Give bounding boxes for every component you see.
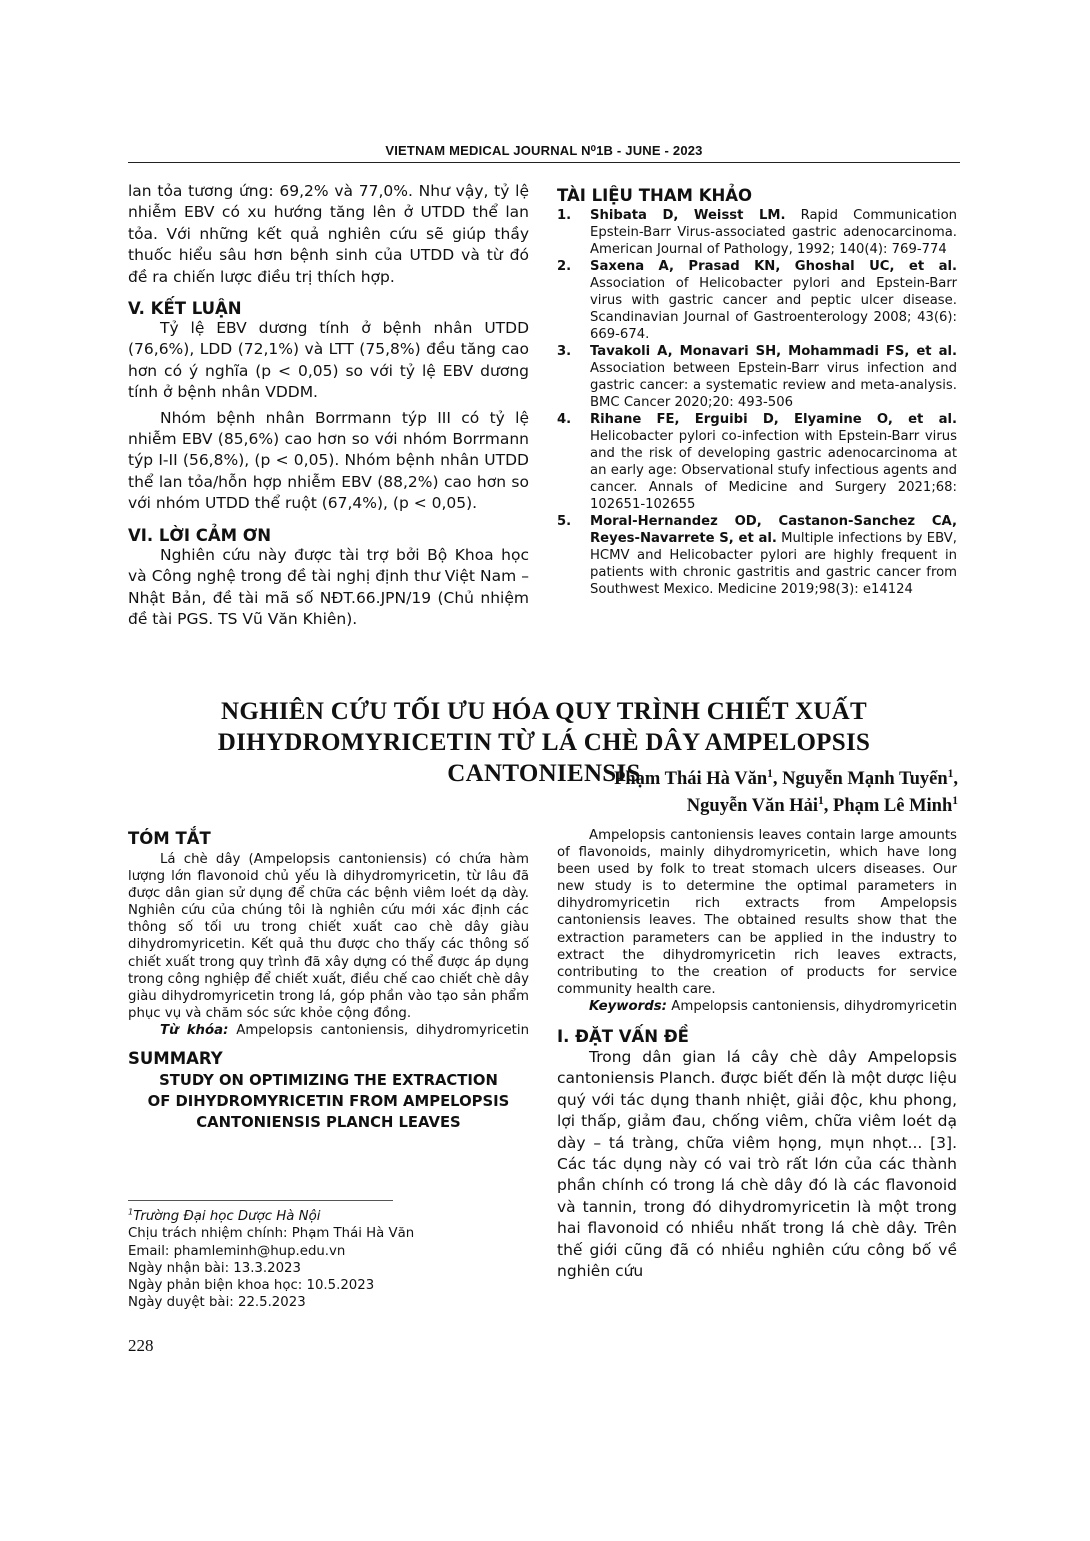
reference-authors: Tavakoli A, Monavari SH, Mohammadi FS, et al. bbox=[590, 344, 957, 359]
keywords-english bbox=[557, 998, 957, 1015]
references-section bbox=[557, 186, 957, 598]
left-column-abstract bbox=[128, 829, 529, 1133]
reference-authors: Shibata D, Weisst LM. bbox=[590, 208, 786, 223]
keywords-label: Từ khóa: bbox=[160, 1022, 229, 1038]
reference-text: Helicobacter pylori co-infection with Epstein-Barr virus and the risk of developing gastric adenocarcinoma at an early age: Observational stufy infectious agents and cancer. Annals of Medicine and Surgery 2021;68: 102651-102655 bbox=[590, 429, 957, 512]
reference-number: 5. bbox=[557, 514, 572, 529]
reference-item bbox=[557, 411, 957, 513]
summary-heading: SUMMARY bbox=[128, 1049, 223, 1069]
summary-title-line-3: CANTONIENSIS PLANCH LEAVES bbox=[196, 1114, 461, 1132]
author-separator: , bbox=[823, 796, 834, 816]
reference-number: 2. bbox=[557, 259, 572, 274]
email: Email: phamleminh@hup.edu.vn bbox=[128, 1243, 346, 1259]
author-name: Nguyễn Mạnh Tuyển bbox=[782, 769, 948, 789]
received-date: Ngày nhận bài: 13.3.2023 bbox=[128, 1260, 301, 1276]
affiliation-mark: 1 bbox=[128, 1206, 134, 1217]
summary-title-line-2: OF DIHYDROMYRICETIN FROM AMPELOPSIS bbox=[147, 1093, 510, 1111]
author-affiliation-mark: 1 bbox=[818, 794, 824, 807]
author-name: Nguyễn Văn Hải bbox=[686, 796, 819, 816]
running-header: VIETNAM MEDICAL JOURNAL N⁰1B - JUNE - 2023 bbox=[385, 143, 703, 158]
article-title-line-1: NGHIÊN CỨU TỐI ƯU HÓA QUY TRÌNH CHIẾT XUẤT bbox=[220, 698, 868, 725]
article-title-line-2: DIHYDROMYRICETIN TỪ LÁ CHÈ DÂY AMPELOPSIS CANTONIENSIS bbox=[217, 729, 871, 787]
footnote-rule bbox=[128, 1200, 393, 1201]
reference-number: 1. bbox=[557, 208, 572, 223]
reference-text: Association of Helicobacter pylori and Epstein-Barr virus with gastric cancer and peptic ulcer disease. Scandinavian Journal of Gastroenterology 2008; 43(6): 669-674. bbox=[590, 276, 957, 342]
conclusion-heading: V. KẾT LUẬN bbox=[128, 299, 242, 319]
reference-text: Rapid Communication Epstein-Barr Virus-associated gastric adenocarcinoma. American Journal of Pathology, 1992; 140(4): 769-774 bbox=[590, 208, 958, 257]
affiliation-text: Trường Đại học Dược Hà Nội bbox=[133, 1209, 321, 1224]
reference-number: 3. bbox=[557, 344, 572, 359]
reference-authors: Moral-Hernandez OD, Castanon-Sanchez CA, Reyes-Navarrete S, et al. bbox=[590, 514, 957, 546]
left-column-top bbox=[128, 181, 529, 630]
reference-number: 4. bbox=[557, 412, 572, 427]
keywords-value: Ampelopsis cantoniensis, dihydromyricetin bbox=[236, 1022, 529, 1038]
intro-heading: I. ĐẶT VẤN ĐỀ bbox=[557, 1027, 689, 1047]
abstract-english: Ampelopsis cantoniensis leaves contain large amounts of flavonoids, mainly dihydromyricetin, which have long been used by folk to treat stomach ulcers diseases. Our new study is to determine the optimal parameters in dihydromyricetin rich extracts from Ampelopsis cantoniensis leaves. The obtained results show that the extraction parameters can be applied in the industry to extract the dihydromyricetin rich leaves extracts, contributing to the creation of products for service community health care. bbox=[557, 828, 957, 997]
abstract-vietnamese: Lá chè dây (Ampelopsis cantoniensis) có chứa hàm lượng lớn flavonoid chủ yếu là dihydromyricetin, từ lâu đã được dân gian sử dụng để chữa các bệnh viêm loét dạ dày. Nghiên cứu của chúng tôi là nghiên cứu mới xác định các thông số tối ưu trong chiết xuất cao chè dây giàu dihydromyricetin. Kết quả thu được cho thấy các thông số chiết xuất trong quy trình đã xây dựng có thể được áp dụng trong công nghiệp để chiết xuất, điều chế cao chiết chè dây giàu dihydromyricetin trong lá, góp phần vào tạo sản phẩm phục vụ và chăm sóc sức khỏe cộng đồng. bbox=[128, 852, 529, 1021]
keywords-value: Ampelopsis cantoniensis, dihydromyricetin bbox=[671, 998, 957, 1014]
conclusion-paragraph-2: Nhóm bệnh nhân Borrmann týp III có tỷ lệ nhiễm EBV (85,6%) cao hơn so với nhóm Borrmann týp I-II (56,8%), (p < 0,05). Nhóm bệnh nhân UTDD thể lan tỏa/hỗn hợp nhiễm EBV (88,2%) cao hơn so với nhóm UTDD thể ruột (67,4%), (p < 0,05). bbox=[128, 408, 529, 513]
continued-paragraph: lan tỏa tương ứng: 69,2% và 77,0%. Như vậy, tỷ lệ nhiễm EBV có xu hướng tăng lên ở UTDD thể lan tỏa. Với những kết quả nghiên cứu sẽ giúp thầy thuốc hiểu sâu hơn bệnh sinh của UTDD và từ đó đề ra chiến lược điều trị thích hợp. bbox=[128, 182, 529, 286]
reference-text: Association between Epstein-Barr virus infection and gastric cancer: a systematic review and meta-analysis. BMC Cancer 2020;20: 493-506 bbox=[590, 361, 957, 410]
summary-title-line-1: STUDY ON OPTIMIZING THE EXTRACTION bbox=[159, 1072, 498, 1090]
reviewed-date: Ngày phản biện khoa học: 10.5.2023 bbox=[128, 1278, 375, 1294]
reference-item bbox=[557, 258, 957, 343]
reference-authors: Rihane FE, Erguibi D, Elyamine O, et al. bbox=[590, 412, 957, 427]
affiliation bbox=[128, 1208, 528, 1225]
author-affiliation-mark: 1 bbox=[767, 767, 773, 780]
author-separator: , bbox=[772, 769, 783, 789]
thanks-heading: VI. LỜI CẢM ƠN bbox=[128, 525, 271, 545]
right-column bbox=[557, 827, 957, 1283]
reference-item bbox=[557, 513, 957, 598]
author-list bbox=[500, 766, 958, 820]
page-number: 228 bbox=[128, 1336, 154, 1355]
footnote bbox=[128, 1208, 528, 1312]
author-affiliation-mark: 1 bbox=[952, 794, 958, 807]
author-name: Phạm Thái Hà Văn bbox=[614, 769, 768, 789]
header-rule bbox=[128, 162, 960, 163]
abstract-heading: TÓM TẮT bbox=[128, 829, 211, 848]
keywords-label: Keywords: bbox=[589, 998, 667, 1014]
reference-authors: Saxena A, Prasad KN, Ghoshal UC, et al. bbox=[590, 259, 957, 274]
author-separator: , bbox=[953, 769, 958, 789]
author-name: Phạm Lê Minh bbox=[833, 796, 953, 816]
references-heading: TÀI LIỆU THAM KHẢO bbox=[557, 186, 753, 205]
reference-text: Multiple infections by EBV, HCMV and Helicobacter pylori are highly frequent in patients with chronic gastritis and gastric cancer from Southwest Mexico. Medicine 2019;98(3): e14124 bbox=[590, 531, 957, 597]
corresponding-author: Chịu trách nhiệm chính: Phạm Thái Hà Văn bbox=[128, 1226, 415, 1242]
author-affiliation-mark: 1 bbox=[947, 767, 954, 780]
conclusion-paragraph-1: Tỷ lệ EBV dương tính ở bệnh nhân UTDD (76,6%), LDD (72,1%) và LTT (75,8%) đều tăng cao hơn có ý nghĩa (p < 0,05) so với tỷ lệ EBV dương tính ở bệnh nhân VDDM. bbox=[128, 319, 529, 402]
reference-item bbox=[557, 343, 957, 411]
thanks-paragraph: Nghiên cứu này được tài trợ bởi Bộ Khoa học và Công nghệ trong đề tài nghị định thư Việt Nam – Nhật Bản, đề tài mã số NĐT.66.JPN/19 (Chủ nhiệm đề tài PGS. TS Vũ Văn Khiên). bbox=[128, 545, 529, 628]
intro-paragraph: Trong dân gian lá cây chè dây Ampelopsis cantoniensis Planch. được biết đến là một dược liệu quý với tác dụng thanh nhiệt, giải độc, khu phong, lợi thấp, giảm đau, chống viêm, chữa viêm loét dạ dày – tá tràng, chữa viêm họng, mụn nhọt... [3]. Các tác dụng này có vai trò rất lớn của các thành phần chính có trong lá chè dây đó là các flavonoid và tannin, trong đó dihydromyricetin là một trong hai flavonoid có nhiều nhất trong lá chè dây. Trên thế giới cũng đã có nhiều nghiên cứu công bố về nghiên cứu bbox=[557, 1048, 957, 1281]
reference-item bbox=[557, 207, 957, 258]
keywords-vietnamese bbox=[128, 1022, 529, 1039]
accepted-date: Ngày duyệt bài: 22.5.2023 bbox=[128, 1295, 306, 1311]
